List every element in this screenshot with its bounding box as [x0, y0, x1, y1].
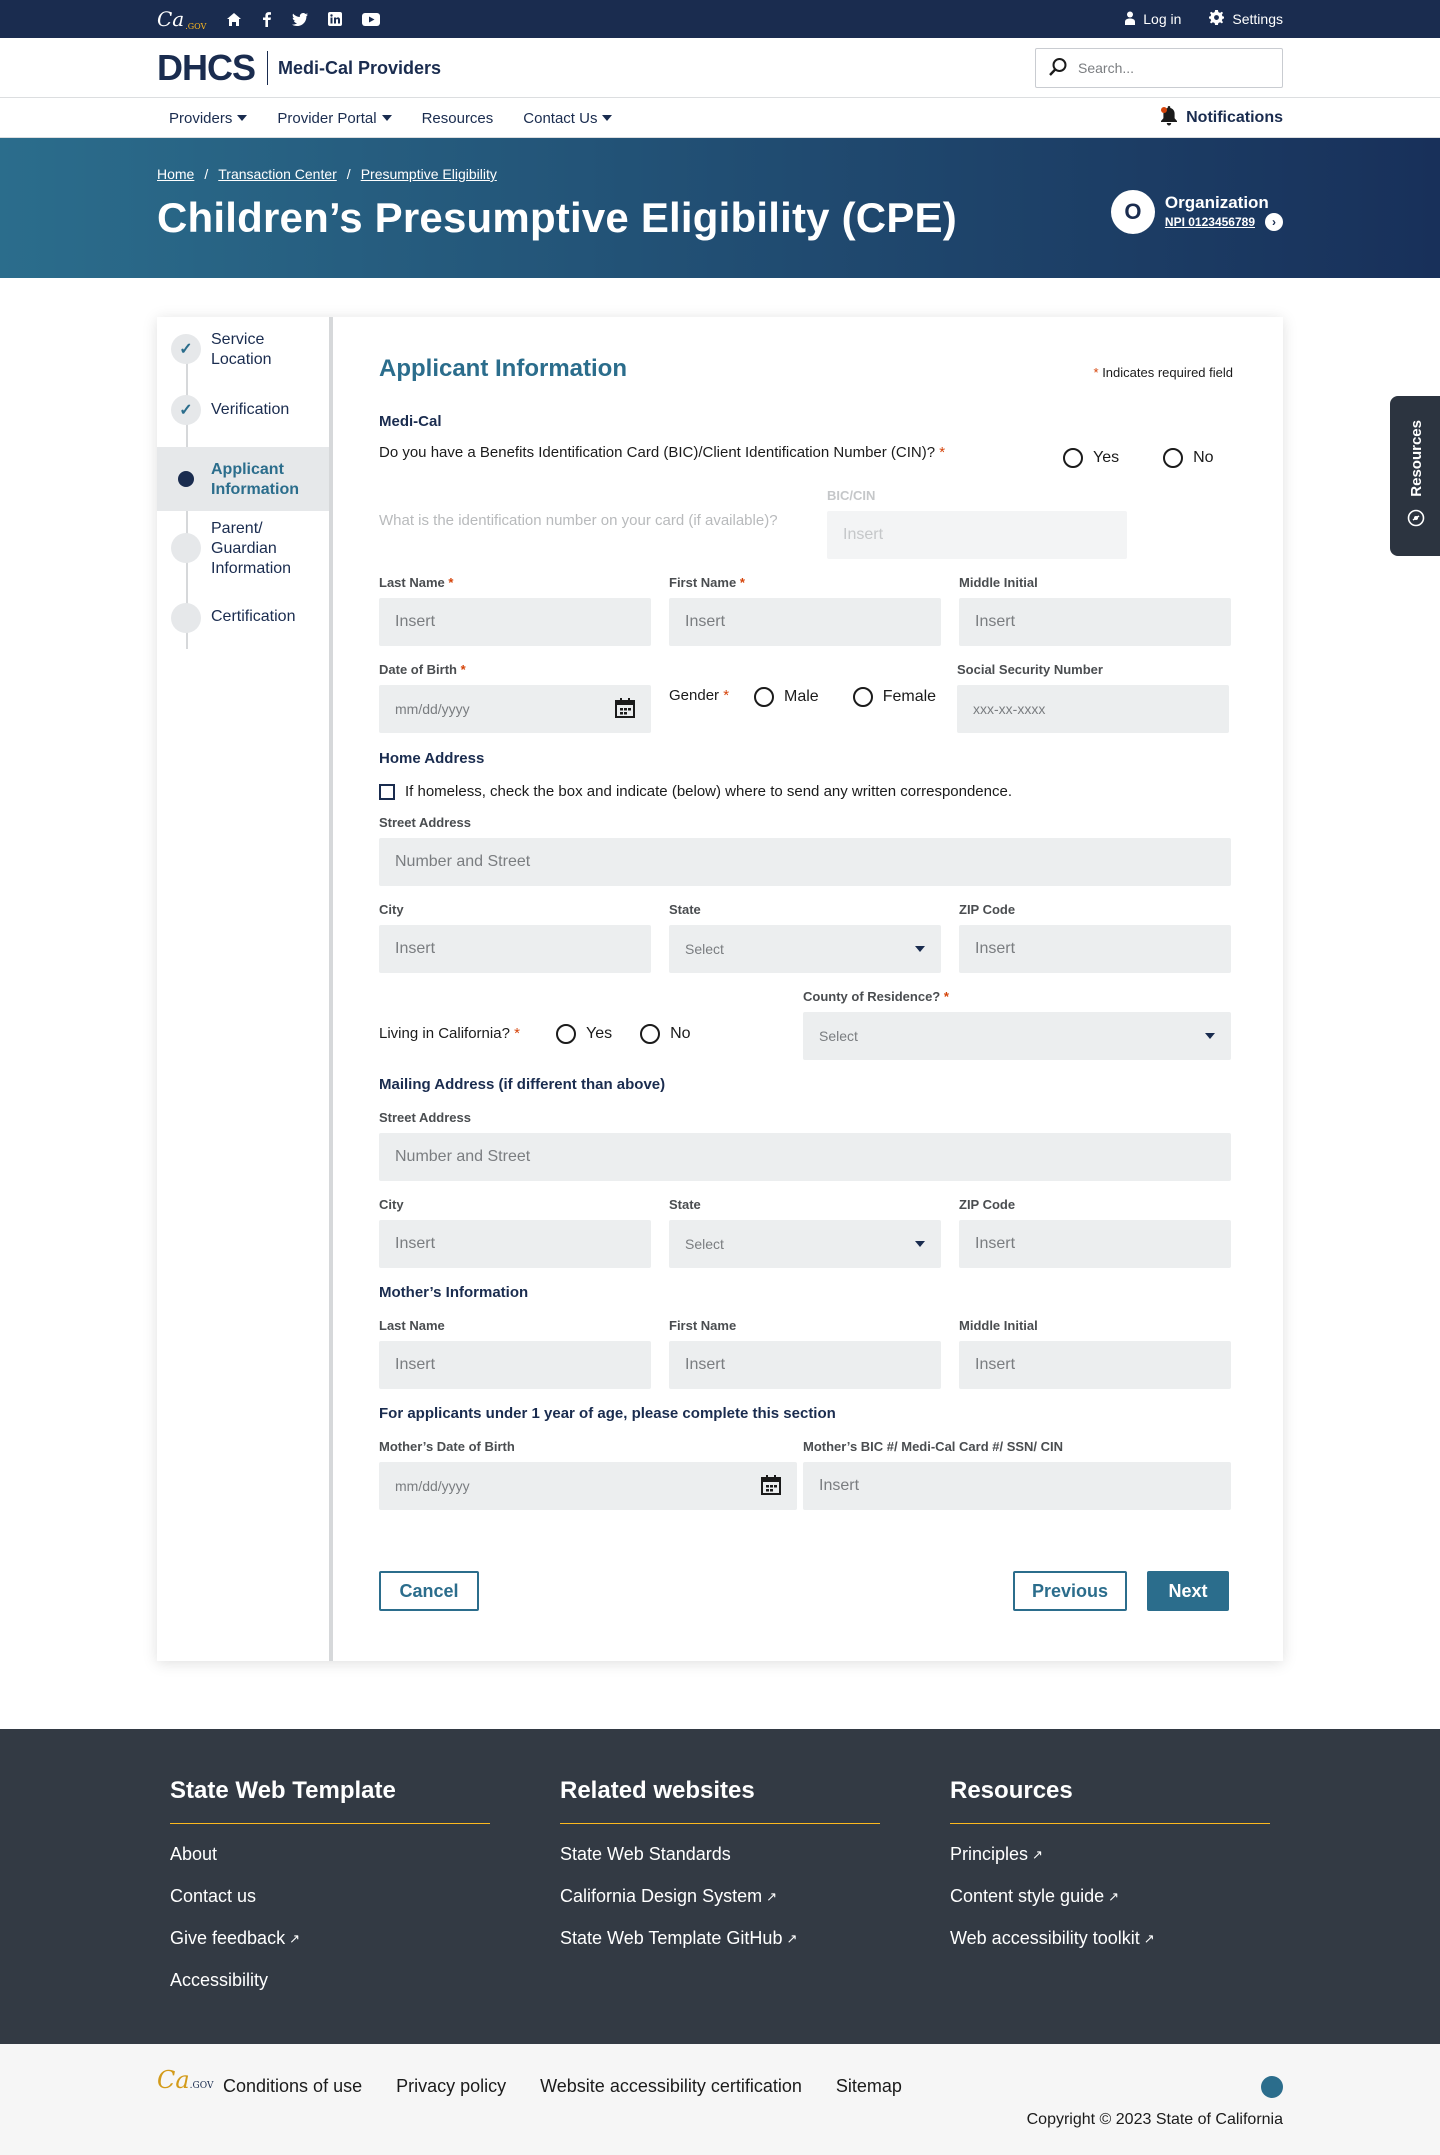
- under-one-title: For applicants under 1 year of age, please complete this section: [379, 1405, 836, 1422]
- page-hero: [0, 138, 1440, 278]
- main-nav: [0, 98, 1440, 138]
- mother-first-name-label: First Name: [669, 1318, 737, 1333]
- resources-tab-label: Resources: [1407, 420, 1425, 497]
- first-name-label: First Name *: [669, 575, 745, 590]
- home-street-label: Street Address: [379, 815, 471, 830]
- cancel-button[interactable]: Cancel: [379, 1571, 479, 1611]
- logo-divider: [267, 51, 268, 85]
- gender-radio-group: Male Female: [754, 687, 936, 707]
- github-icon[interactable]: [1261, 2076, 1283, 2098]
- mother-last-name-label: Last Name: [379, 1318, 445, 1333]
- step-service-location[interactable]: ✓ Service Location: [157, 317, 329, 383]
- bic-no-radio[interactable]: [1163, 448, 1183, 468]
- external-link-icon: ↗: [1108, 1888, 1120, 1904]
- step-verification[interactable]: ✓ Verification: [157, 383, 329, 437]
- ca-gov-logo[interactable]: Ca .GOV: [157, 7, 207, 31]
- footer-link-state-web-standards[interactable]: State Web Standards: [560, 1844, 731, 1864]
- home-city-label: City: [379, 902, 404, 917]
- mailing-city-label: City: [379, 1197, 404, 1212]
- bic-radio-group: Yes No: [1063, 448, 1214, 468]
- calendar-icon[interactable]: [615, 698, 635, 721]
- first-name-input[interactable]: Insert: [669, 598, 941, 646]
- step-complete-check-icon: ✓: [171, 395, 201, 425]
- caret-down-icon: [915, 946, 925, 952]
- form-card: [157, 317, 1283, 1661]
- footer-column-related-websites: [560, 1777, 880, 1970]
- organization-avatar: O: [1111, 190, 1155, 234]
- gender-label: Gender *: [669, 687, 730, 704]
- living-ca-label: Living in California? *: [379, 1025, 520, 1042]
- step-current-dot-icon: [171, 464, 201, 494]
- last-name-label: Last Name *: [379, 575, 454, 590]
- homeless-checkbox-row: If homeless, check the box and indicate (below) where to send any written correspondence.: [379, 783, 1012, 800]
- home-address-title: Home Address: [379, 750, 485, 767]
- step-certification[interactable]: Certification: [157, 591, 329, 641]
- site-name: Medi-Cal Providers: [278, 57, 442, 78]
- footer-link-contact-us[interactable]: Contact us: [170, 1886, 257, 1906]
- home-zip-label: ZIP Code: [959, 902, 1016, 917]
- living-ca-yes-radio[interactable]: [556, 1024, 576, 1044]
- gender-male-radio[interactable]: [754, 687, 774, 707]
- caret-down-icon: [1205, 1033, 1215, 1039]
- step-pending-dot-icon: [171, 533, 201, 563]
- external-link-icon: ↗: [786, 1930, 798, 1946]
- accessibility-certification-link[interactable]: Website accessibility certification: [540, 2076, 802, 2096]
- next-button[interactable]: Next: [1147, 1571, 1229, 1611]
- mailing-state-label: State: [669, 1197, 701, 1212]
- search-placeholder: Search...: [1078, 60, 1135, 76]
- caret-down-icon: [382, 115, 392, 121]
- home-zip-input[interactable]: Insert: [959, 925, 1231, 973]
- mailing-zip-input[interactable]: Insert: [959, 1220, 1231, 1268]
- step-parent-guardian-information[interactable]: Parent/ Guardian Information: [157, 511, 329, 581]
- calendar-icon[interactable]: [761, 1475, 781, 1498]
- breadcrumb-separator: /: [346, 166, 351, 182]
- homeless-checkbox[interactable]: [379, 784, 395, 800]
- organization-npi-link[interactable]: NPI 0123456789 ›: [1165, 213, 1283, 231]
- form-heading: Applicant Information: [379, 355, 627, 382]
- external-link-icon: ↗: [766, 1888, 777, 1904]
- ssn-label: Social Security Number: [957, 662, 1103, 677]
- dob-label: Date of Birth *: [379, 662, 466, 677]
- mother-bic-label: Mother’s BIC #/ Medi-Cal Card #/ SSN/ CIN: [803, 1439, 1064, 1454]
- ca-gov-footer-logo[interactable]: Ca.GOV: [157, 2066, 214, 2094]
- middle-initial-label: Middle Initial: [959, 575, 1038, 590]
- nav-providers[interactable]: Providers: [169, 110, 247, 127]
- id-number-question: What is the identification number on your card (if available)?: [379, 512, 778, 529]
- settings-link[interactable]: Settings: [1209, 10, 1283, 28]
- footer-link-principles[interactable]: Principles ↗: [950, 1844, 1043, 1864]
- mailing-zip-label: ZIP Code: [959, 1197, 1016, 1212]
- nav-provider-portal[interactable]: Provider Portal: [277, 110, 391, 127]
- home-street-input[interactable]: Number and Street: [379, 838, 1231, 886]
- caret-down-icon: [915, 1241, 925, 1247]
- sub-footer: [0, 2044, 1440, 2155]
- footer-link-about[interactable]: About: [170, 1844, 218, 1864]
- breadcrumb-separator: /: [204, 166, 209, 182]
- medical-section-title: Medi-Cal: [379, 413, 442, 430]
- login-link[interactable]: Log in: [1125, 11, 1181, 28]
- applicant-form: [333, 317, 1283, 1661]
- bic-cin-input[interactable]: Insert: [827, 511, 1127, 559]
- required-note: * Indicates required field: [1093, 365, 1233, 380]
- mothers-info-title: Mother’s Information: [379, 1284, 529, 1301]
- mailing-state-select[interactable]: Select: [669, 1220, 941, 1268]
- bic-question: Do you have a Benefits Identification Card (BIC)/Client Identification Number (CIN)? *: [379, 444, 946, 461]
- gender-female-radio[interactable]: [853, 687, 873, 707]
- mailing-city-input[interactable]: Insert: [379, 1220, 651, 1268]
- home-icon[interactable]: [226, 12, 242, 27]
- dhcs-logo: DHCS: [157, 47, 256, 88]
- living-ca-no-radio[interactable]: [640, 1024, 660, 1044]
- copyright: Copyright © 2023 State of California: [1026, 2111, 1283, 2128]
- ssn-input[interactable]: xxx-xx-xxxx: [957, 685, 1229, 733]
- mother-bic-input[interactable]: Insert: [803, 1462, 1231, 1510]
- nav-resources[interactable]: Resources: [421, 109, 494, 127]
- footer-link-content-style-guide[interactable]: Content style guide ↗: [950, 1886, 1120, 1906]
- caret-down-icon: [602, 115, 612, 121]
- user-icon: [1125, 11, 1135, 28]
- notifications-button[interactable]: Notifications: [1160, 106, 1283, 131]
- mailing-street-input[interactable]: Number and Street: [379, 1133, 1231, 1181]
- middle-initial-input[interactable]: Insert: [959, 598, 1231, 646]
- mother-middle-initial-label: Middle Initial: [959, 1318, 1038, 1333]
- resources-side-tab[interactable]: [1390, 396, 1440, 556]
- footer-link-accessibility[interactable]: Accessibility: [170, 1970, 269, 1990]
- chevron-right-icon[interactable]: ›: [1265, 213, 1283, 231]
- breadcrumb-home[interactable]: Home: [157, 166, 195, 182]
- mailing-address-title: Mailing Address (if different than above): [379, 1076, 666, 1093]
- county-select[interactable]: Select: [803, 1012, 1231, 1060]
- nav-contact-us[interactable]: Contact Us: [523, 110, 612, 127]
- previous-button[interactable]: Previous: [1013, 1571, 1127, 1611]
- dob-input[interactable]: mm/dd/yyyy: [379, 685, 651, 733]
- help-circle-icon: [1407, 509, 1425, 532]
- footer-col3-title: Resources: [950, 1777, 1270, 1824]
- site-logo[interactable]: [157, 47, 441, 89]
- last-name-input[interactable]: Insert: [379, 598, 651, 646]
- caret-down-icon: [237, 115, 247, 121]
- site-footer: [0, 1729, 1440, 2044]
- footer-link-web-accessibility-toolkit[interactable]: Web accessibility toolkit ↗: [950, 1928, 1155, 1948]
- page-title: Children’s Presumptive Eligibility (CPE): [157, 194, 957, 241]
- search-icon: [1048, 57, 1068, 80]
- organization-name: Organization: [1164, 193, 1269, 212]
- twitter-icon[interactable]: [292, 13, 308, 26]
- step-pending-dot-icon: [171, 603, 201, 633]
- home-state-select[interactable]: Select: [669, 925, 941, 973]
- step-complete-check-icon: ✓: [171, 334, 201, 364]
- external-link-icon: ↗: [289, 1930, 300, 1946]
- breadcrumb-presumptive-eligibility[interactable]: Presumptive Eligibility: [360, 166, 497, 182]
- linkedin-icon[interactable]: [328, 12, 342, 26]
- search-input[interactable]: [1035, 48, 1283, 88]
- sitemap-link[interactable]: Sitemap: [835, 2076, 902, 2096]
- footer-column-resources: [950, 1777, 1270, 1970]
- bell-icon: [1160, 106, 1178, 131]
- privacy-policy-link[interactable]: Privacy policy: [396, 2076, 507, 2096]
- facebook-icon[interactable]: [262, 12, 272, 27]
- mother-dob-label: Mother’s Date of Birth: [379, 1439, 515, 1454]
- home-city-input[interactable]: Insert: [379, 925, 651, 973]
- breadcrumb-transaction-center[interactable]: Transaction Center: [218, 166, 337, 182]
- footer-column-state-web-template: [170, 1777, 490, 2012]
- step-applicant-information[interactable]: Applicant Information: [157, 447, 329, 511]
- conditions-of-use-link[interactable]: Conditions of use: [223, 2076, 363, 2096]
- breadcrumb: [157, 166, 497, 182]
- gear-icon: [1209, 10, 1224, 28]
- youtube-icon[interactable]: [362, 13, 380, 26]
- brand-header: [0, 38, 1440, 98]
- mother-middle-initial-input[interactable]: Insert: [959, 1341, 1231, 1389]
- mother-first-name-input[interactable]: Insert: [669, 1341, 941, 1389]
- home-state-label: State: [669, 902, 701, 917]
- footer-link-california-design-system[interactable]: California Design System ↗: [560, 1886, 777, 1906]
- external-link-icon: ↗: [1032, 1846, 1043, 1862]
- mother-dob-input[interactable]: mm/dd/yyyy: [379, 1462, 797, 1510]
- footer-col1-title: State Web Template: [170, 1777, 490, 1824]
- external-link-icon: ↗: [1143, 1930, 1155, 1946]
- living-ca-radio-group: Yes No: [556, 1024, 691, 1044]
- utility-bar: [0, 0, 1440, 38]
- footer-link-give-feedback[interactable]: Give feedback ↗: [170, 1928, 300, 1948]
- footer-link-state-web-template-github[interactable]: State Web Template GitHub ↗: [560, 1928, 798, 1948]
- bic-cin-label: BIC/CIN: [827, 488, 876, 503]
- organization-info: [1111, 190, 1283, 234]
- county-label: County of Residence? *: [803, 989, 949, 1004]
- footer-col2-title: Related websites: [560, 1777, 880, 1824]
- mother-last-name-input[interactable]: Insert: [379, 1341, 651, 1389]
- bic-yes-radio[interactable]: [1063, 448, 1083, 468]
- mailing-street-label: Street Address: [379, 1110, 471, 1125]
- step-indicator: [157, 317, 333, 1661]
